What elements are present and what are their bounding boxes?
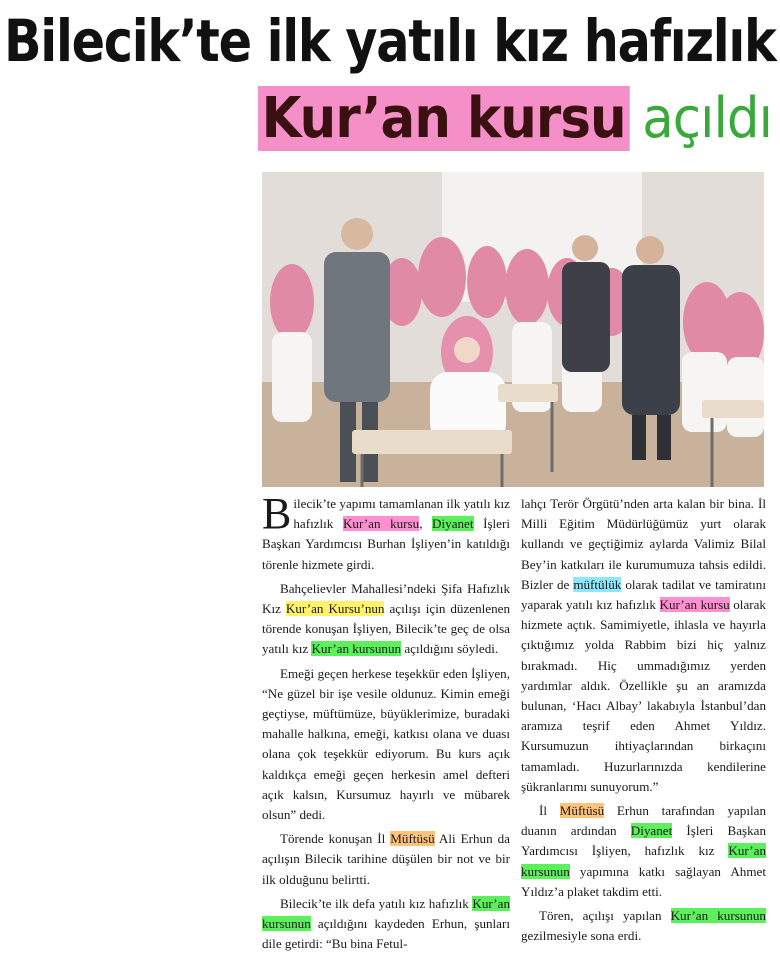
paragraph-4: [262, 829, 510, 890]
highlight: Kur’an kursu: [659, 597, 730, 613]
text: İşleri Başkan Yardımcısı İşliyen, hafızlık kız: [521, 823, 767, 859]
text: Tören, açılışı yapılan: [539, 908, 671, 924]
article-column-2: [521, 494, 766, 946]
headline-line-1: Bilecik’te ilk yatılı kız hafızlık: [4, 7, 776, 75]
article-column-1: [262, 489, 510, 954]
highlight: Müftüsü: [390, 831, 435, 847]
highlight: müftülük: [573, 576, 622, 592]
text: yapımına katkı sağlayan Ahmet Yıldız’a plaket takdim etti.: [521, 863, 766, 899]
paragraph-1: [262, 489, 510, 575]
paragraph-8: [521, 906, 766, 946]
text: ilecik’te yapımı tamamlanan ilk yatılı kız hafızlık: [293, 496, 510, 532]
highlight: Kur’an Kursu’nun: [285, 601, 385, 617]
drop-cap: B: [262, 489, 292, 538]
paragraph-6: [521, 494, 766, 797]
text: Bahçelievler Mahallesi’ndeki Şifa Hafızlık Kız: [262, 580, 510, 617]
highlight: Kur’an kursunun: [311, 641, 402, 657]
paragraph-5: [262, 894, 510, 955]
text: Bilecik’te ilk defa yatılı kız hafızlık: [280, 895, 473, 911]
highlight: Diyanet: [432, 516, 474, 532]
paragraph-7: [521, 801, 766, 902]
highlight: Kur’an kursunun: [262, 895, 510, 932]
text: Emeği geçen herkese teşekkür eden İşliyen, “Ne güzel bir işe vesile oldunuz. Kimin emeği geçtiyse, müftümüze, büyüklerimize, buradaki mahalle halkına, emeği, katkısı olana ve duası olana çok teşekkür ediyorum. Bu kurs açık kaldıkça emeği geçen herkesin amel defteri açık kalsın, Kursumuz hayırlı ve mübarek olsun” dedi.: [262, 665, 510, 823]
highlight: Diyanet: [630, 823, 673, 839]
headline-highlight: Kur’an kursu: [258, 86, 629, 151]
text: olarak hizmete açtık. Samimiyetle, ihlasla ve hayırla çıktığımız yolda Rabbim bizi hiç yalnız bırakmadı. Hiç ummadığımız yerden yardımlar aldık. Özellikle şu an aramızda bulunan, ‘Hacı Albay’ lakabıyla İstanbul’dan aramıza teşrif eden Ahmet Yıldız. Kursumuzun ihtiyaçlarından birkaçını tamamladı. Huzurlarınızda kendilerine şükranlarımı sunuyorum.”: [521, 597, 766, 794]
text: İşleri Başkan Yardımcısı Burhan İşliyen’in katıldığı törenle hizmete girdi.: [262, 516, 510, 572]
paragraph-3: [262, 664, 510, 826]
text: açıldığını söyledi.: [401, 641, 499, 657]
text: açıldığını kaydeden Erhun, şunları dile getirdi: “Bu bina Fetul-: [262, 916, 510, 952]
text: gezilmesiyle sona erdi.: [521, 928, 642, 944]
article-photo: [262, 172, 764, 487]
text: olarak tadilat ve tamiratını yaparak yatılı kız hafızlık: [521, 576, 766, 613]
highlight: Kur’an kursunun: [521, 843, 766, 879]
highlight: Müftüsü: [559, 803, 605, 819]
paragraph-2: [262, 579, 510, 660]
highlight: Kur’an kursunun: [670, 908, 766, 924]
text: Ali Erhun da açılışın Bilecik tarihine düşülen bir not ve bir ilk olduğunu belirtti.: [262, 831, 510, 887]
highlight: Kur’an kursu: [342, 516, 420, 532]
text: İl: [539, 803, 560, 819]
text: ,: [419, 516, 433, 532]
classroom-photo-icon: [262, 172, 764, 487]
headline-rest: açıldı: [642, 86, 772, 151]
text: Erhun tarafından yapılan duanın ardından: [521, 803, 766, 839]
text: açılışı için düzenlenen törende konuşan İşliyen, Bilecik’te geç de olsa yatılı kız: [262, 601, 510, 657]
headline-line-2: [258, 86, 772, 152]
text: lahçı Terör Örgütü’nden arta kalan bir bina. İl Milli Eğitim Müdürlüğümüz yurt olarak kullandı ve geçtiğimiz aylarda Valimiz Bilal Bey’in katkıları ile kurumumuza tahsis edildi. Bizler de: [521, 496, 766, 592]
text: Törende konuşan İl: [280, 831, 391, 847]
